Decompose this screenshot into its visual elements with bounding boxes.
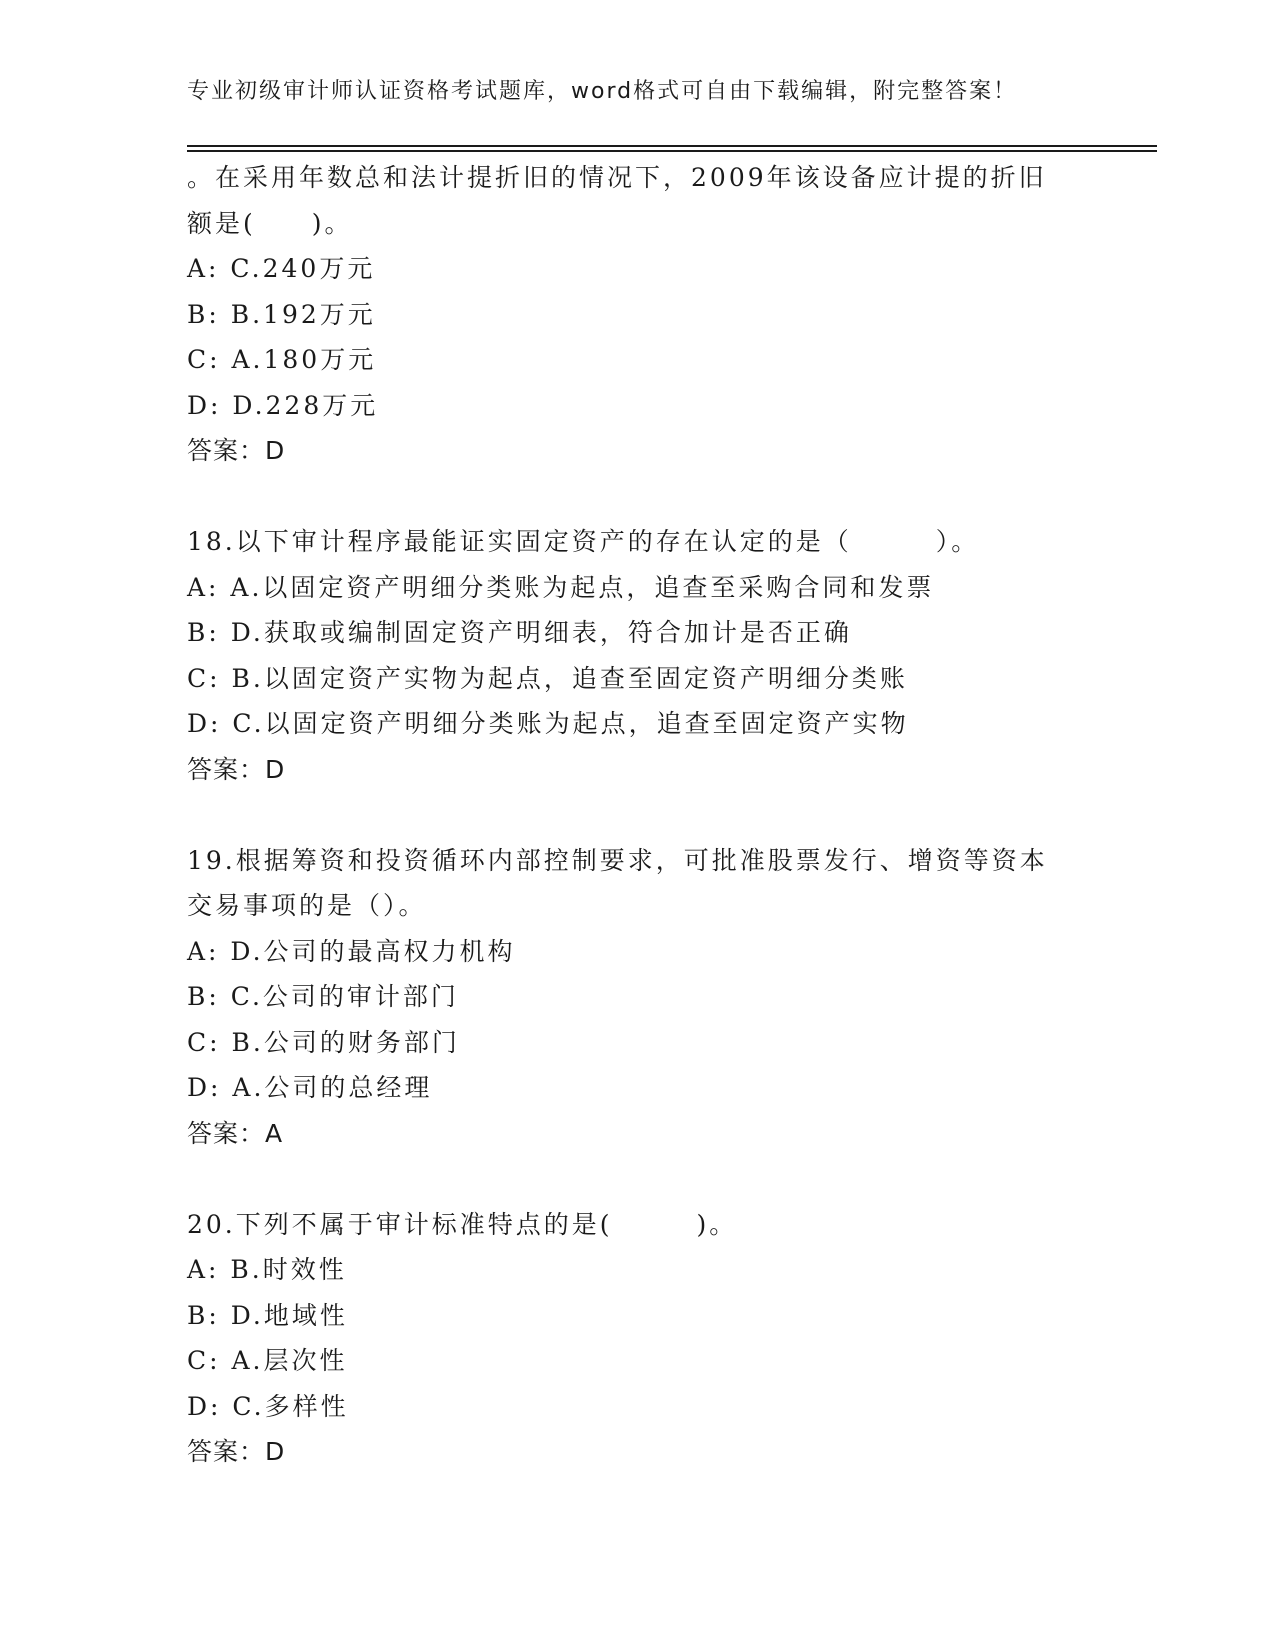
option-b: B: D.获取或编制固定资产明细表，符合加计是否正确 [187,618,852,647]
option-b: B: D.地域性 [187,1300,348,1330]
option-d: D: D.228万元 [187,390,379,420]
question-stem: 。在采用年数总和法计提折旧的情况下，2009年该设备应计提的折旧 [187,163,1047,192]
option-a: A: C.240万元 [187,254,376,283]
spacer [187,792,1087,838]
option-c: C: A.层次性 [187,1346,348,1375]
option-d: D: A.公司的总经理 [187,1073,433,1102]
option-a: A: B.时效性 [187,1255,347,1284]
option-b: B: C.公司的审计部门 [187,982,459,1011]
question-20 [187,1202,1087,1475]
option-d: D: C.以固定资产明细分类账为起点，追查至固定资产实物 [187,709,909,738]
question-stem: 交易事项的是（）。 [187,891,427,920]
header-rule [187,145,1157,152]
option-a: A: D.公司的最高权力机构 [187,936,516,966]
answer: 答案：D [187,754,286,784]
spacer [187,474,1087,520]
question-stem: 18.以下审计程序最能证实固定资产的存在认定的是（ ）。 [187,527,980,556]
question-stem: 额是( )。 [187,208,353,238]
question-19 [187,838,1087,1157]
answer: 答案：D [187,436,286,465]
question-stem: 20.下列不属于审计标准特点的是( )。 [187,1209,738,1239]
question-stem: 19.根据筹资和投资循环内部控制要求，可批准股票发行、增资等资本 [187,845,1048,875]
option-c: C: B.公司的财务部门 [187,1027,460,1057]
answer: 答案：D [187,1437,286,1466]
option-b: B: B.192万元 [187,299,376,329]
option-c: C: B.以固定资产实物为起点，追查至固定资产明细分类账 [187,663,908,693]
question-list [187,155,1087,1475]
question-17 [187,155,1087,474]
page-header: 专业初级审计师认证资格考试题库，word格式可自由下载编辑，附完整答案！ [187,79,1018,104]
option-c: C: A.180万元 [187,345,377,374]
question-18 [187,519,1087,792]
spacer [187,1156,1087,1202]
option-a: A: A.以固定资产明细分类账为起点，追查至采购合同和发票 [187,572,935,602]
option-d: D: C.多样性 [187,1391,349,1421]
answer: 答案：A [187,1118,284,1148]
